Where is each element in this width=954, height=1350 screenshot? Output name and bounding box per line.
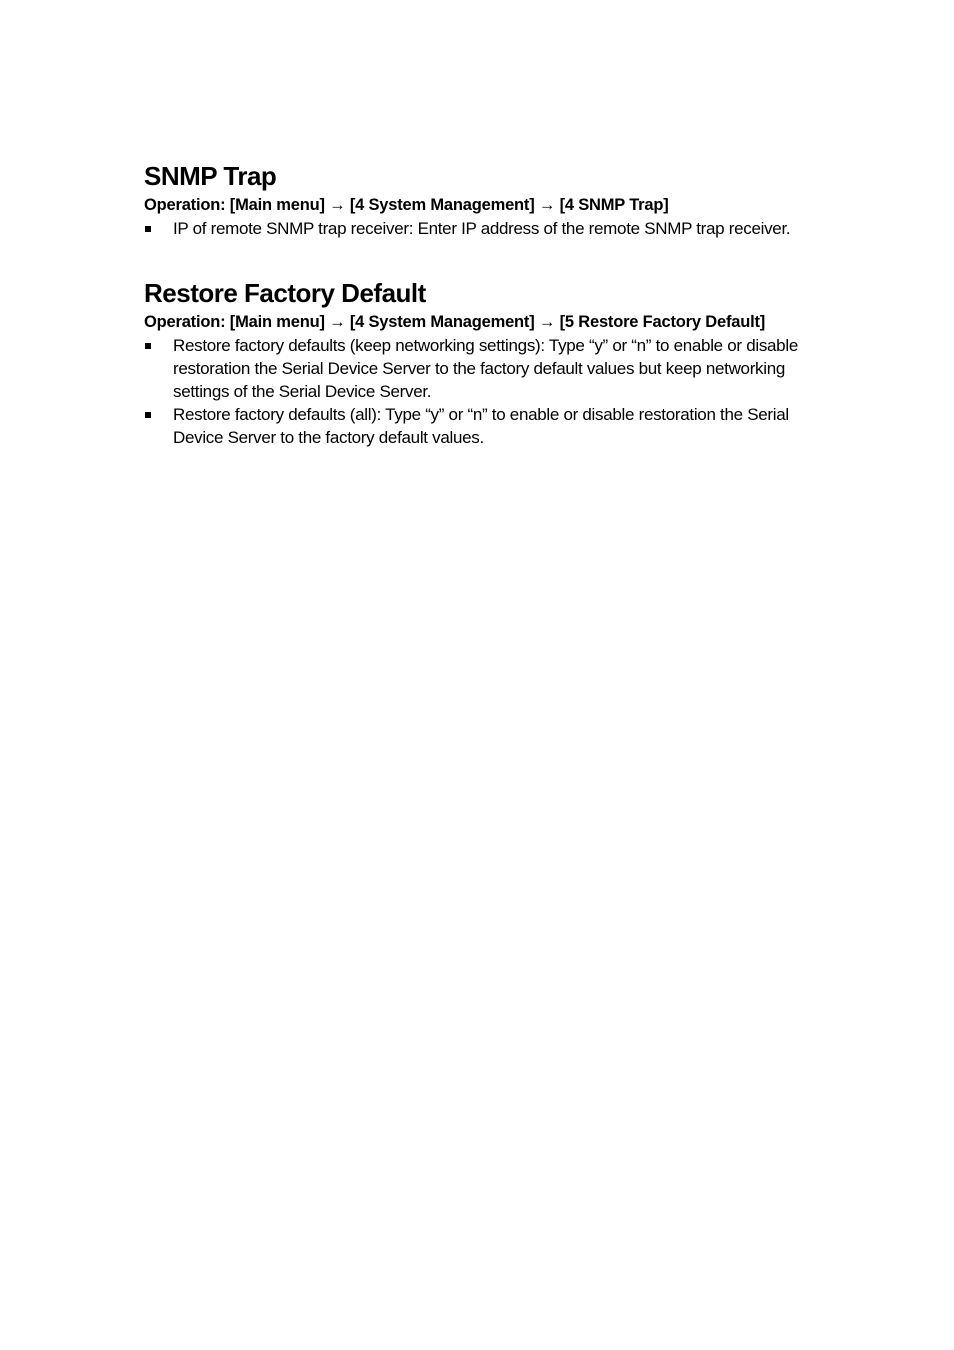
list-item-text: IP of remote SNMP trap receiver: Enter IP address of the remote SNMP trap receiver.: [173, 219, 791, 238]
operation-path: Operation: [Main menu] → [4 System Management] → [5 Restore Factory Default]: [144, 313, 766, 331]
bullet-square-icon: [145, 226, 151, 232]
list-item: [144, 217, 804, 240]
bullet-square-icon: [145, 412, 151, 418]
section-spacer: [144, 240, 804, 275]
list-item: [144, 334, 804, 403]
bullet-list: [144, 334, 804, 449]
list-item-text: Restore factory defaults (keep networking settings): Type “y” or “n” to enable or disable restoration the Serial Device Server to the factory default values but keep networking settings of the Serial Device Server.: [173, 336, 798, 401]
list-item: [144, 403, 804, 449]
section-restore-factory-default: [144, 275, 804, 449]
operation-path: Operation: [Main menu] → [4 System Management] → [4 SNMP Trap]: [144, 196, 669, 214]
bullet-list: [144, 217, 804, 240]
section-snmp-trap: [144, 158, 804, 240]
list-item-text: Restore factory defaults (all): Type “y” or “n” to enable or disable restoration the Serial Device Server to the factory default values.: [173, 405, 789, 447]
bullet-square-icon: [145, 343, 151, 349]
section-title: Restore Factory Default: [144, 278, 426, 308]
document-page: [144, 158, 804, 449]
section-title: SNMP Trap: [144, 161, 277, 191]
